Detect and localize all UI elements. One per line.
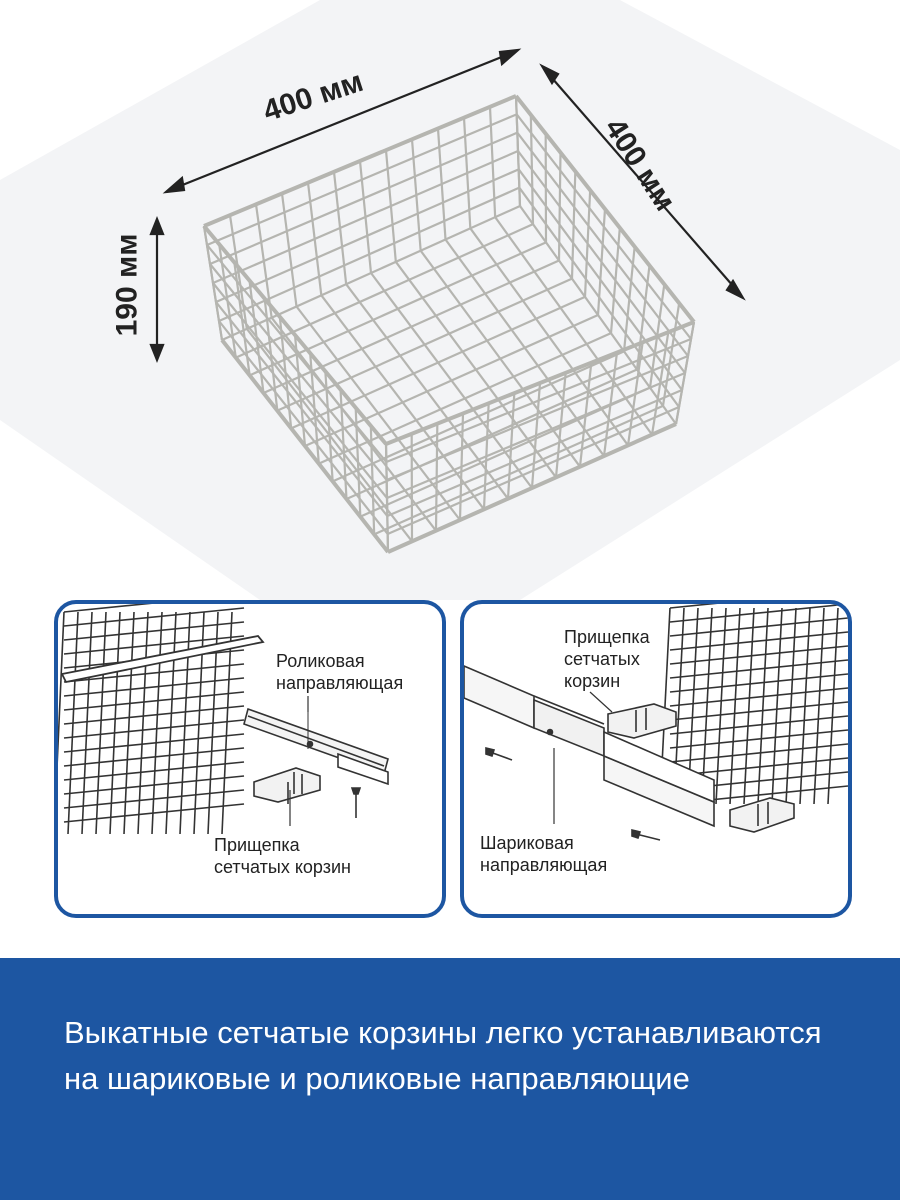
screw-icon: [632, 830, 660, 840]
callout-line: [590, 692, 612, 712]
roller-rail-panel: [54, 600, 446, 918]
arrow-head: [542, 66, 558, 83]
width-label: 400 мм: [259, 64, 368, 129]
arrow-head: [151, 219, 163, 234]
screw-icon: [352, 788, 360, 818]
clip-image: [254, 768, 320, 804]
height-label: 190 мм: [110, 233, 144, 337]
arrow-head: [151, 345, 163, 360]
roller-rail-label: Роликовая направляющая: [276, 651, 404, 693]
clip-label: Прищепка сетчатых корзин: [214, 835, 351, 877]
screw-icon: [486, 748, 512, 760]
basket-corner-image: [58, 604, 263, 834]
bg-stripe: [0, 420, 260, 600]
footer-caption: Выкатные сетчатые корзины легко устанавливаются на шариковые и роликовые направляющие: [64, 1015, 822, 1096]
clip-label: Прищепка сетчатых корзин: [564, 627, 650, 691]
arrow-head: [500, 50, 518, 64]
clip-image: [730, 798, 794, 832]
ball-rail-panel: [460, 600, 852, 918]
clip-image: [608, 704, 676, 738]
depth-label: 400 мм: [597, 112, 682, 217]
bg-stripe: [620, 0, 900, 150]
footer-banner: [0, 958, 900, 1200]
arrow-head: [166, 178, 184, 192]
ball-rail-label: Шариковая направляющая: [480, 833, 608, 875]
arrow-head: [727, 281, 743, 298]
bg-stripe: [0, 0, 320, 180]
roller-rail-image: [244, 709, 388, 784]
